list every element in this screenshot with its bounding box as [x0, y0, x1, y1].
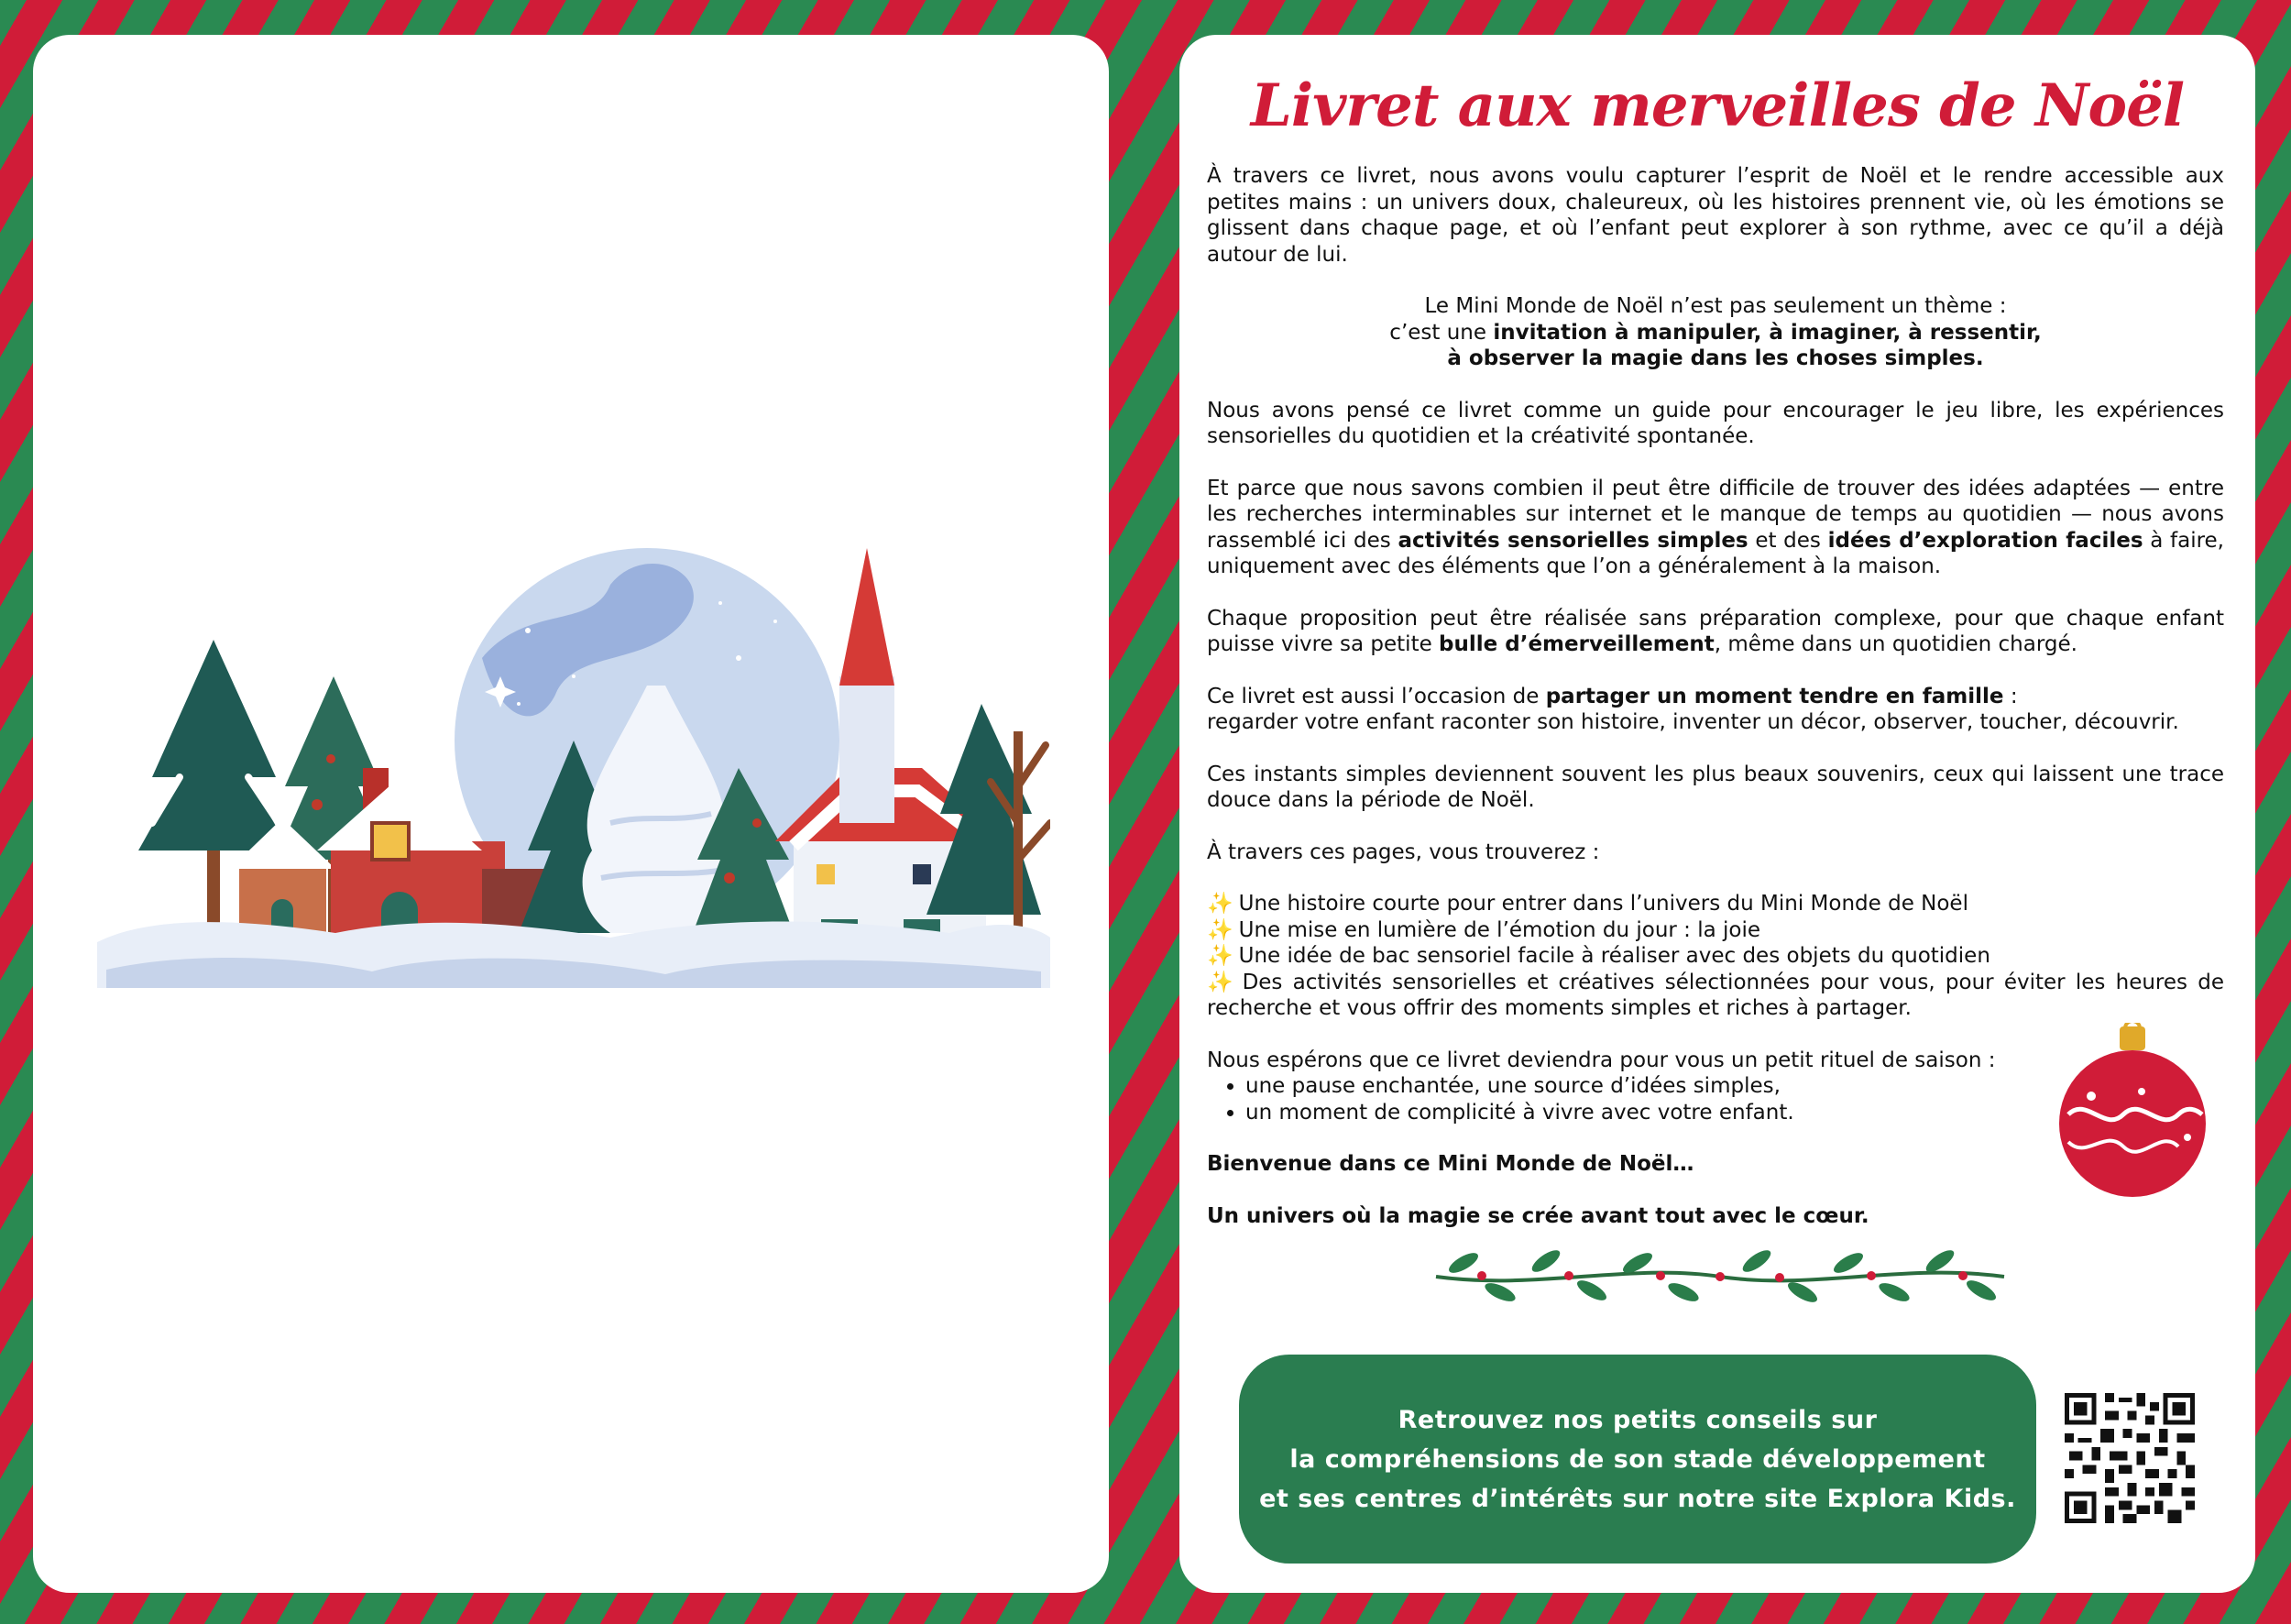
bullet-item: • une pause enchantée, une source d’idées simples,	[1245, 1073, 2224, 1100]
page-title: Livret aux merveilles de Noël	[1250, 71, 2185, 140]
family-text-c: :	[2003, 684, 2018, 708]
banner-line-1: Retrouvez nos petits conseils sur	[1398, 1405, 1878, 1434]
sparkle-icon: ✨	[1207, 892, 1233, 916]
sparkle-item-text: Une idée de bac sensoriel facile à réaliser avec des objets du quotidien	[1238, 944, 1990, 968]
sparkle-item-text: Une histoire courte pour entrer dans l’univers du Mini Monde de Noël	[1238, 892, 1968, 916]
bullet-item: • un moment de complicité à vivre avec votre enfant.	[1245, 1100, 2224, 1126]
banner-line-3: et ses centres d’intérêts sur notre site Explora Kids.	[1259, 1484, 2016, 1513]
sparkle-item	[1207, 970, 2224, 1022]
sparkle-item-text: Une mise en lumière de l’émotion du jour : la joie	[1238, 917, 1761, 942]
paragraph-guide: Nous avons pensé ce livret comme un guide pour encourager le jeu libre, les expériences sensorielles du quotidien et la créativité spontanée.	[1207, 398, 2224, 448]
christmas-ornament-icon	[2050, 1023, 2215, 1206]
theme-line-2-pre: c’est une	[1389, 320, 1494, 345]
sparkle-item-text: Des activités sensorielles et créatives sélectionnées pour vous, pour éviter les heures de recherche et vous offrir des moments simples et riches à partager.	[1207, 970, 2224, 1020]
sparkle-list	[1207, 891, 2224, 1022]
theme-line-2-bold: invitation à manipuler, à imaginer, à ressentir,	[1493, 320, 2042, 345]
sparkle-item	[1207, 891, 2224, 917]
banner-line-2: la compréhensions de son stade développement	[1289, 1444, 1986, 1474]
explora-kids-banner	[1239, 1355, 2036, 1564]
paragraph-ritual: Nous espérons que ce livret deviendra pour vous un petit rituel de saison :	[1207, 1048, 1996, 1072]
sparkle-item	[1207, 917, 2224, 944]
winter-village-illustration	[97, 548, 1050, 988]
paragraph-intro: À travers ce livret, nous avons voulu capturer l’esprit de Noël et le rendre accessible aux petites mains : un univers doux, chaleureux, où les histoires prennent vie, où les émotions se glissent dans chaque page, et où l’enfant peut explorer à son rythme, avec ce qu’il a déjà autour de lui.	[1207, 164, 2224, 267]
activities-text-c: et des	[1748, 528, 1828, 553]
sparkle-item	[1207, 943, 2224, 970]
sparkle-icon: ✨	[1207, 944, 1233, 968]
activities-bold-1: activités sensorielles simples	[1398, 528, 1748, 553]
activities-text-a: Et parce que nous savons combien il peut être difficile de trouver des idées adaptées — entre les recherches interminables sur internet et le manque de temps au quotidien — nous avons rassemblé ici des	[1207, 476, 2224, 553]
qr-code-icon[interactable]	[2065, 1393, 2195, 1523]
paragraph-theme	[1207, 293, 2224, 372]
left-page	[33, 35, 1109, 1593]
theme-line-1: Le Mini Monde de Noël n’est pas seulement un thème :	[1424, 294, 2007, 318]
theme-line-2	[1207, 320, 2224, 346]
family-text-a: Ce livret est aussi l’occasion de	[1207, 684, 1546, 708]
activities-bold-2: idées d’exploration faciles	[1827, 528, 2143, 553]
holly-garland-icon	[1427, 1235, 2013, 1318]
family-line-2: regarder votre enfant raconter son histoire, inventer un décor, observer, toucher, découvrir.	[1207, 710, 2179, 734]
proposition-bold: bulle d’émerveillement	[1439, 632, 1715, 656]
activities-text-e: à faire, uniquement avec des éléments que l’on a généralement à la maison.	[1207, 528, 2224, 578]
paragraph-activities	[1207, 476, 2224, 580]
theme-line-3: à observer la magie dans les choses simples.	[1447, 346, 1984, 370]
sparkle-icon: ✨	[1207, 970, 1237, 994]
family-bold: partager un moment tendre en famille	[1545, 684, 2004, 708]
proposition-text-a: Chaque proposition peut être réalisée sans préparation complexe, pour que chaque enfant puisse vivre sa petite	[1207, 606, 2224, 656]
paragraph-proposition	[1207, 606, 2224, 658]
paragraph-family	[1207, 684, 2224, 736]
closing-line-2: Un univers où la magie se crée avant tout avec le cœur.	[1207, 1203, 1869, 1228]
right-page	[1179, 35, 2255, 1593]
sparkle-icon: ✨	[1207, 917, 1233, 942]
closing-line-1: Bienvenue dans ce Mini Monde de Noël…	[1207, 1152, 1694, 1176]
paragraph-memories: Ces instants simples deviennent souvent les plus beaux souvenirs, ceux qui laissent une trace douce dans la période de Noël.	[1207, 762, 2224, 812]
proposition-text-c: , même dans un quotidien chargé.	[1714, 632, 2077, 656]
paragraph-list-intro: À travers ces pages, vous trouverez :	[1207, 839, 1600, 864]
